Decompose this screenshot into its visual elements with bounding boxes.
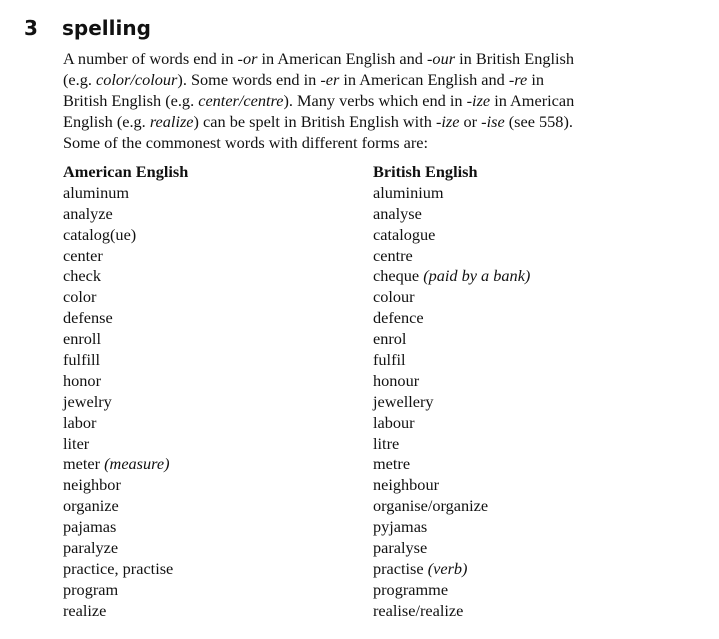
british-word-text: enrol [373, 329, 407, 349]
intro-text: or [459, 112, 482, 131]
american-word-text: realize [63, 600, 107, 620]
american-word [63, 183, 373, 204]
british-word [373, 413, 693, 434]
american-word [63, 392, 373, 413]
american-word-text: defense [63, 308, 113, 328]
american-word [63, 371, 373, 392]
british-word [373, 204, 693, 225]
intro-text: in British English [455, 49, 575, 68]
american-word-text: practice, practise [63, 558, 174, 578]
intro-line [63, 90, 693, 111]
british-word [373, 601, 693, 622]
british-word-text: honour [373, 370, 420, 390]
american-word [63, 559, 373, 580]
intro-italic: -re [508, 70, 528, 89]
american-word [63, 329, 373, 350]
american-word [63, 475, 373, 496]
table-row [63, 350, 693, 371]
british-word [373, 183, 693, 204]
american-word [63, 538, 373, 559]
american-word [63, 580, 373, 601]
british-word-text: litre [373, 433, 400, 453]
table-body [63, 183, 693, 622]
spelling-table [63, 162, 693, 622]
table-row [63, 538, 693, 559]
intro-text: ). Many verbs which end in [283, 91, 467, 110]
american-word [63, 308, 373, 329]
american-word [63, 601, 373, 622]
british-word-text: pyjamas [373, 517, 428, 537]
table-row [63, 392, 693, 413]
american-word [63, 204, 373, 225]
british-word-text: practise [373, 558, 424, 578]
table-row [63, 517, 693, 538]
intro-paragraph [63, 48, 693, 153]
table-row [63, 475, 693, 496]
american-word-text: paralyze [63, 538, 119, 558]
british-word-text: metre [373, 454, 411, 474]
intro-italic: realize [149, 112, 194, 131]
british-word [373, 329, 693, 350]
american-word [63, 246, 373, 267]
american-word-text: color [63, 287, 97, 307]
american-word-text: liter [63, 433, 90, 453]
intro-text: in American English and [257, 49, 428, 68]
american-word-text: enroll [63, 329, 101, 349]
intro-italic: color/colour [96, 70, 178, 89]
section-heading [24, 16, 151, 40]
british-word-text: realise/realize [373, 600, 464, 620]
american-word-text: check [63, 266, 101, 286]
british-word-text: catalogue [373, 224, 436, 244]
british-word-text: colour [373, 287, 415, 307]
intro-line [63, 48, 693, 69]
intro-text: (see 558). [504, 112, 573, 131]
british-word [373, 350, 693, 371]
intro-italic: -or [237, 49, 258, 68]
british-word-text: aluminium [373, 182, 444, 202]
british-word [373, 496, 693, 517]
table-row [63, 559, 693, 580]
table-row [63, 204, 693, 225]
intro-line [63, 132, 693, 153]
american-word-text: pajamas [63, 517, 117, 537]
american-word-text: program [63, 579, 119, 599]
table-row [63, 329, 693, 350]
section-number: 3 [24, 16, 38, 40]
british-english-header: British English [373, 162, 478, 181]
american-word [63, 225, 373, 246]
intro-text: British English (e.g. [63, 91, 199, 110]
american-word-text: honor [63, 370, 101, 390]
intro-text: in American [490, 91, 575, 110]
american-word [63, 413, 373, 434]
intro-text: ). Some words end in [177, 70, 321, 89]
table-row [63, 371, 693, 392]
british-word [373, 538, 693, 559]
british-word [373, 559, 693, 580]
british-word-text: jewellery [373, 391, 434, 411]
intro-italic: -our [427, 49, 456, 68]
british-word-note: (paid by a bank) [423, 266, 531, 286]
table-row [63, 287, 693, 308]
intro-italic: -ize [466, 91, 491, 110]
british-word [373, 517, 693, 538]
table-row [63, 413, 693, 434]
american-word [63, 434, 373, 455]
american-word-text: aluminum [63, 182, 130, 202]
american-word-text: neighbor [63, 475, 121, 495]
intro-italic: center/centre [198, 91, 284, 110]
british-word [373, 371, 693, 392]
british-word [373, 392, 693, 413]
american-word-text: center [63, 245, 103, 265]
british-word [373, 308, 693, 329]
intro-italic: -er [320, 70, 340, 89]
american-word [63, 496, 373, 517]
intro-text: in American English and [339, 70, 509, 89]
table-row [63, 266, 693, 287]
american-word-text: catalog(ue) [63, 224, 137, 244]
british-word-text: neighbour [373, 475, 440, 495]
british-word [373, 225, 693, 246]
table-row [63, 601, 693, 622]
british-word-text: defence [373, 308, 424, 328]
british-word-text: organise/organize [373, 496, 489, 516]
american-english-header: American English [63, 162, 189, 181]
table-row [63, 225, 693, 246]
intro-line [63, 69, 693, 90]
intro-text: A number of words end in [63, 49, 238, 68]
intro-italic: -ise [481, 112, 505, 131]
table-row [63, 308, 693, 329]
american-word-text: fulfill [63, 350, 101, 370]
intro-italic: -ize [435, 112, 460, 131]
section-title: spelling [62, 16, 151, 40]
american-word-text: analyze [63, 203, 113, 223]
british-word [373, 246, 693, 267]
table-row [63, 496, 693, 517]
intro-text: in [527, 70, 544, 89]
british-word-text: programme [373, 579, 449, 599]
intro-line [63, 111, 693, 132]
table-row [63, 434, 693, 455]
intro-text: Some of the commonest words with different forms are: [63, 133, 429, 152]
intro-text: ) can be spelt in British English with [193, 112, 436, 131]
british-word-text: cheque [373, 266, 420, 286]
british-word-text: centre [373, 245, 413, 265]
table-header-row [63, 162, 693, 183]
british-word [373, 287, 693, 308]
british-word [373, 475, 693, 496]
american-word-text: jewelry [63, 391, 112, 411]
american-word-text: labor [63, 412, 97, 432]
table-row [63, 580, 693, 601]
american-word-note: (measure) [104, 454, 170, 474]
american-word [63, 350, 373, 371]
table-row [63, 183, 693, 204]
american-word [63, 517, 373, 538]
british-word [373, 434, 693, 455]
american-word-text: organize [63, 496, 119, 516]
table-row [63, 454, 693, 475]
british-word [373, 266, 693, 287]
british-word-text: paralyse [373, 538, 428, 558]
intro-text: English (e.g. [63, 112, 150, 131]
table-row [63, 246, 693, 267]
british-word [373, 454, 693, 475]
british-word-text: fulfil [373, 350, 406, 370]
british-word [373, 580, 693, 601]
british-word-text: labour [373, 412, 415, 432]
american-word [63, 287, 373, 308]
british-word-text: analyse [373, 203, 422, 223]
british-word-note: (verb) [427, 558, 468, 578]
american-word [63, 454, 373, 475]
intro-text: (e.g. [63, 70, 96, 89]
american-word [63, 266, 373, 287]
american-word-text: meter [63, 454, 101, 474]
